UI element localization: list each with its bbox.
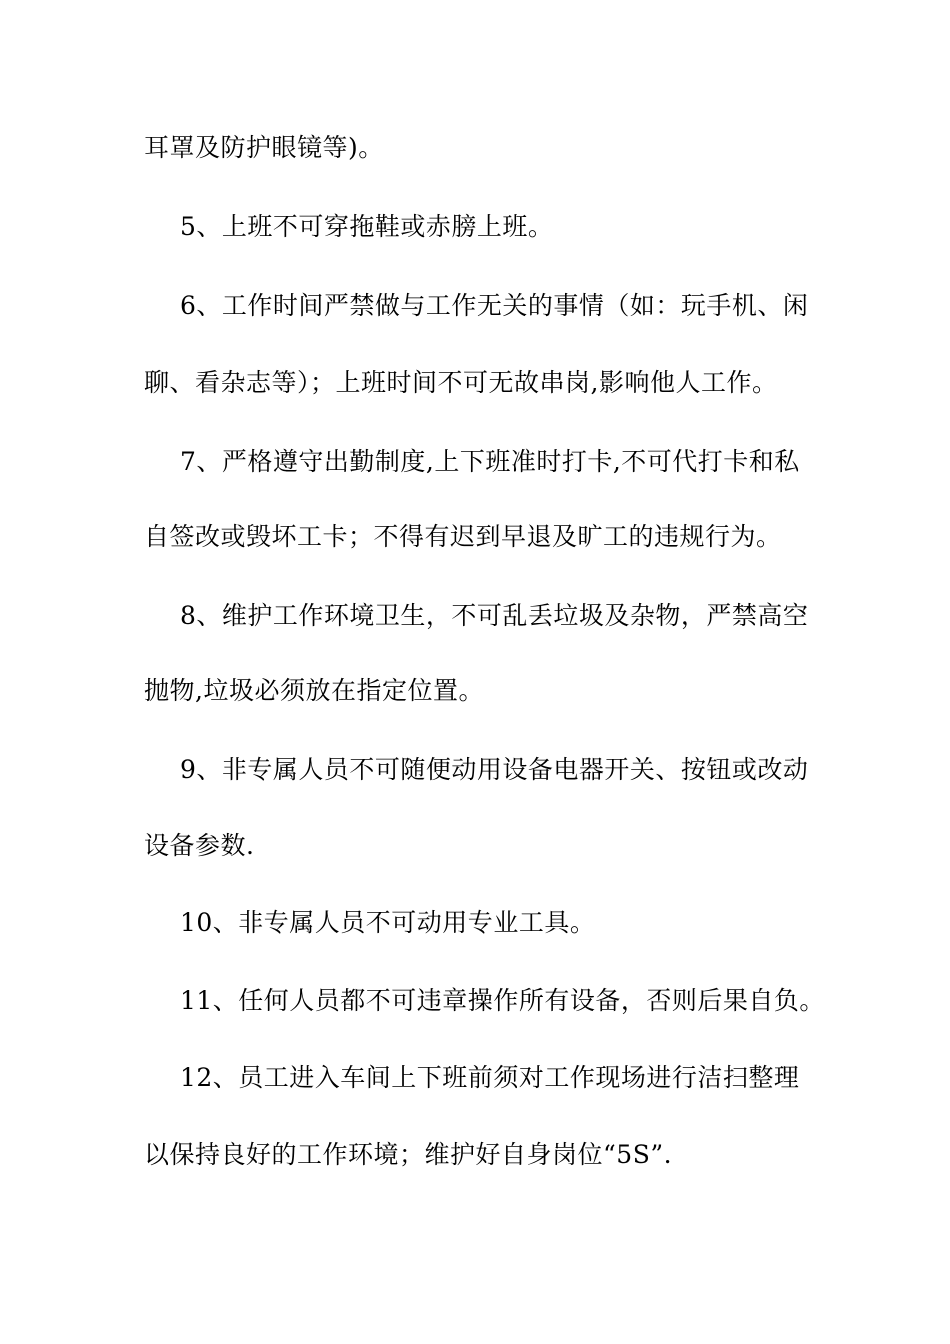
paragraph-line: 12、员工进入车间上下班前须对工作现场进行洁扫整理 <box>180 1063 800 1092</box>
paragraph-line: 聊、看杂志等）；上班时间不可无故串岗,影响他人工作。 <box>144 368 778 397</box>
paragraph-line: 抛物,垃圾必须放在指定位置。 <box>144 676 484 705</box>
paragraph-line: 5、上班不可穿拖鞋或赤膀上班。 <box>180 212 554 241</box>
paragraph-line: 6、工作时间严禁做与工作无关的事情（如：玩手机、闲 <box>180 291 809 320</box>
paragraph-line: 10、非专属人员不可动用专业工具。 <box>180 908 596 937</box>
paragraph-line: 设备参数. <box>144 831 255 860</box>
paragraph-line: 耳罩及防护眼镜等)。 <box>144 133 384 162</box>
paragraph-line: 7、严格遵守出勤制度,上下班准时打卡,不可代打卡和私 <box>180 447 800 476</box>
paragraph-line: 9、非专属人员不可随便动用设备电器开关、按钮或改动 <box>180 755 809 784</box>
paragraph-line: 8、维护工作环境卫生，不可乱丢垃圾及杂物，严禁高空 <box>180 601 809 630</box>
paragraph-line: 11、任何人员都不可违章操作所有设备，否则后果自负。 <box>180 986 825 1015</box>
paragraph-line: 自签改或毁坏工卡；不得有迟到早退及旷工的违规行为。 <box>144 522 782 551</box>
paragraph-line: 以保持良好的工作环境；维护好自身岗位“5S”. <box>144 1140 673 1169</box>
